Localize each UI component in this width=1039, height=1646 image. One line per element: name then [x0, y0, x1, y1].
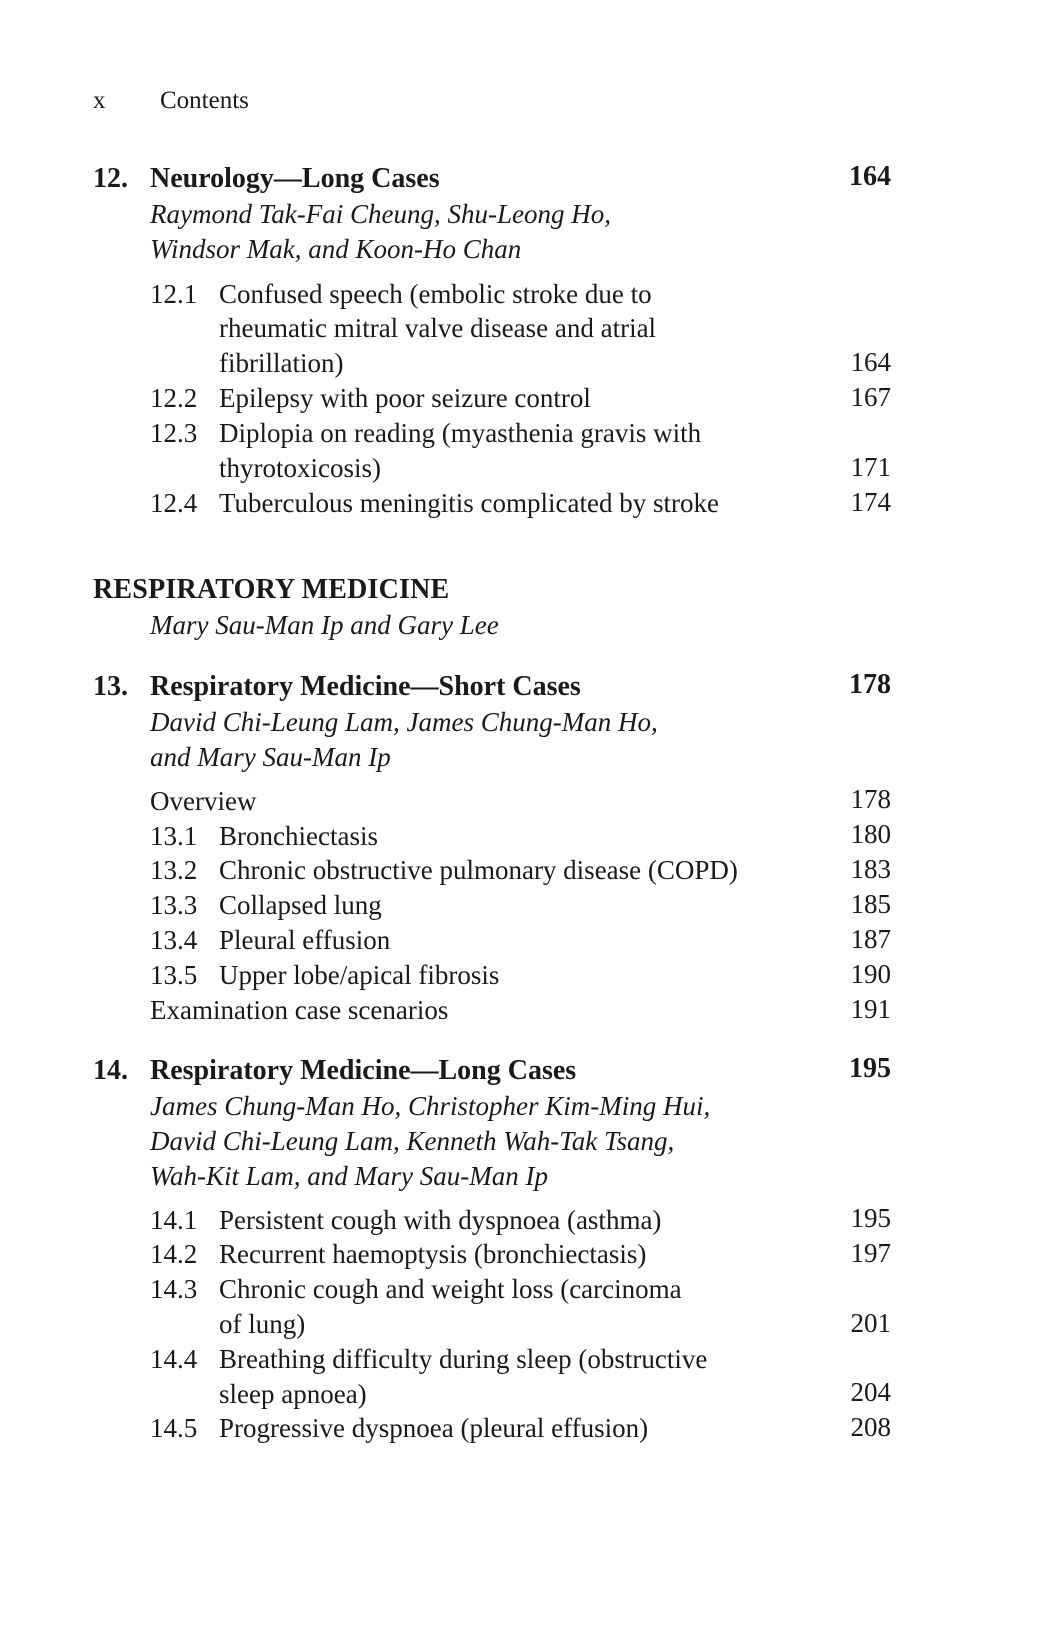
entry-12-3-page: 171	[850, 452, 891, 482]
entry-14-3-title-line-1[interactable]: Chronic cough and weight loss (carcinoma	[219, 1274, 682, 1304]
entry-14-2-page: 197	[850, 1238, 891, 1268]
entry-12-1-page: 164	[850, 347, 891, 377]
entry-12-4-number: 12.4	[150, 488, 198, 518]
chapter-13-page: 178	[849, 669, 891, 700]
entry-12-2-number: 12.2	[150, 383, 198, 413]
chapter-14-number: 14.	[93, 1055, 128, 1086]
entry-12-4-page: 174	[850, 487, 891, 517]
entry-13-1-number: 13.1	[150, 821, 198, 851]
page-folio: x	[93, 87, 106, 114]
entry-14-4-page: 204	[850, 1377, 891, 1407]
chapter-12-authors-line-1: Raymond Tak-Fai Cheung, Shu-Leong Ho,	[150, 199, 611, 229]
entry-13-5-page: 190	[850, 959, 891, 989]
chapter-14-title[interactable]: Respiratory Medicine—Long Cases	[150, 1055, 577, 1086]
chapter-14-authors-line-1: James Chung-Man Ho, Christopher Kim-Ming Hui,	[150, 1091, 711, 1121]
chapter-12-title[interactable]: Neurology—Long Cases	[150, 163, 440, 194]
entry-12-1-title-line-2[interactable]: rheumatic mitral valve disease and atrial	[219, 313, 657, 343]
running-header	[93, 88, 249, 113]
entry-13-5-number: 13.5	[150, 960, 198, 990]
entry-13-4-number: 13.4	[150, 925, 198, 955]
entry-12-3-title-line-2[interactable]: thyrotoxicosis)	[219, 453, 381, 483]
entry-12-2-page: 167	[850, 382, 891, 412]
entry-14-2-title[interactable]: Recurrent haemoptysis (bronchiectasis)	[219, 1239, 647, 1269]
chapter-14-page: 195	[849, 1053, 891, 1084]
scenarios-page: 191	[850, 994, 891, 1024]
entry-13-2-number: 13.2	[150, 855, 198, 885]
scenarios-entry[interactable]: Examination case scenarios	[150, 995, 449, 1025]
part-editors: Mary Sau-Man Ip and Gary Lee	[150, 610, 499, 640]
entry-13-3-title[interactable]: Collapsed lung	[219, 890, 382, 920]
entry-12-4-title[interactable]: Tuberculous meningitis complicated by stroke	[219, 488, 719, 518]
overview-entry[interactable]: Overview	[150, 786, 257, 816]
chapter-13-number: 13.	[93, 671, 128, 702]
entry-14-1-title[interactable]: Persistent cough with dyspnoea (asthma)	[219, 1205, 662, 1235]
chapter-14-authors-line-2: David Chi-Leung Lam, Kenneth Wah-Tak Tsang,	[150, 1126, 675, 1156]
chapter-13-authors-line-1: David Chi-Leung Lam, James Chung-Man Ho,	[150, 707, 658, 737]
entry-14-3-page: 201	[850, 1308, 891, 1338]
entry-12-1-number: 12.1	[150, 279, 198, 309]
chapter-14-authors-line-3: Wah-Kit Lam, and Mary Sau-Man Ip	[150, 1161, 548, 1191]
entry-14-4-title-line-2[interactable]: sleep apnoea)	[219, 1379, 367, 1409]
chapter-12-number: 12.	[93, 163, 128, 194]
entry-14-4-number: 14.4	[150, 1344, 198, 1374]
entry-12-3-title-line-1[interactable]: Diplopia on reading (myasthenia gravis with	[219, 418, 702, 448]
entry-13-2-page: 183	[850, 854, 891, 884]
entry-14-5-number: 14.5	[150, 1413, 198, 1443]
part-title: RESPIRATORY MEDICINE	[93, 574, 450, 605]
entry-14-4-title-line-1[interactable]: Breathing difficulty during sleep (obstructive	[219, 1344, 708, 1374]
entry-12-1-title-line-3[interactable]: fibrillation)	[219, 348, 344, 378]
entry-14-2-number: 14.2	[150, 1239, 198, 1269]
entry-12-2-title[interactable]: Epilepsy with poor seizure control	[219, 383, 591, 413]
entry-14-3-number: 14.3	[150, 1274, 198, 1304]
entry-14-5-title[interactable]: Progressive dyspnoea (pleural effusion)	[219, 1413, 649, 1443]
entry-13-1-title[interactable]: Bronchiectasis	[219, 821, 378, 851]
entry-12-3-number: 12.3	[150, 418, 198, 448]
entry-14-3-title-line-2[interactable]: of lung)	[219, 1309, 306, 1339]
chapter-13-title[interactable]: Respiratory Medicine—Short Cases	[150, 671, 581, 702]
entry-14-1-number: 14.1	[150, 1205, 198, 1235]
running-title: Contents	[160, 87, 249, 114]
entry-14-5-page: 208	[850, 1412, 891, 1442]
entry-13-2-title[interactable]: Chronic obstructive pulmonary disease (COPD)	[219, 855, 738, 885]
entry-14-1-page: 195	[850, 1203, 891, 1233]
chapter-12-authors-line-2: Windsor Mak, and Koon-Ho Chan	[150, 234, 522, 264]
entry-13-4-page: 187	[850, 924, 891, 954]
entry-12-1-title-line-1[interactable]: Confused speech (embolic stroke due to	[219, 279, 652, 309]
overview-page: 178	[850, 784, 891, 814]
entry-13-5-title[interactable]: Upper lobe/apical fibrosis	[219, 960, 500, 990]
entry-13-4-title[interactable]: Pleural effusion	[219, 925, 391, 955]
entry-13-1-page: 180	[850, 819, 891, 849]
chapter-12-page: 164	[849, 161, 891, 192]
entry-13-3-number: 13.3	[150, 890, 198, 920]
chapter-13-authors-line-2: and Mary Sau-Man Ip	[150, 742, 391, 772]
entry-13-3-page: 185	[850, 889, 891, 919]
